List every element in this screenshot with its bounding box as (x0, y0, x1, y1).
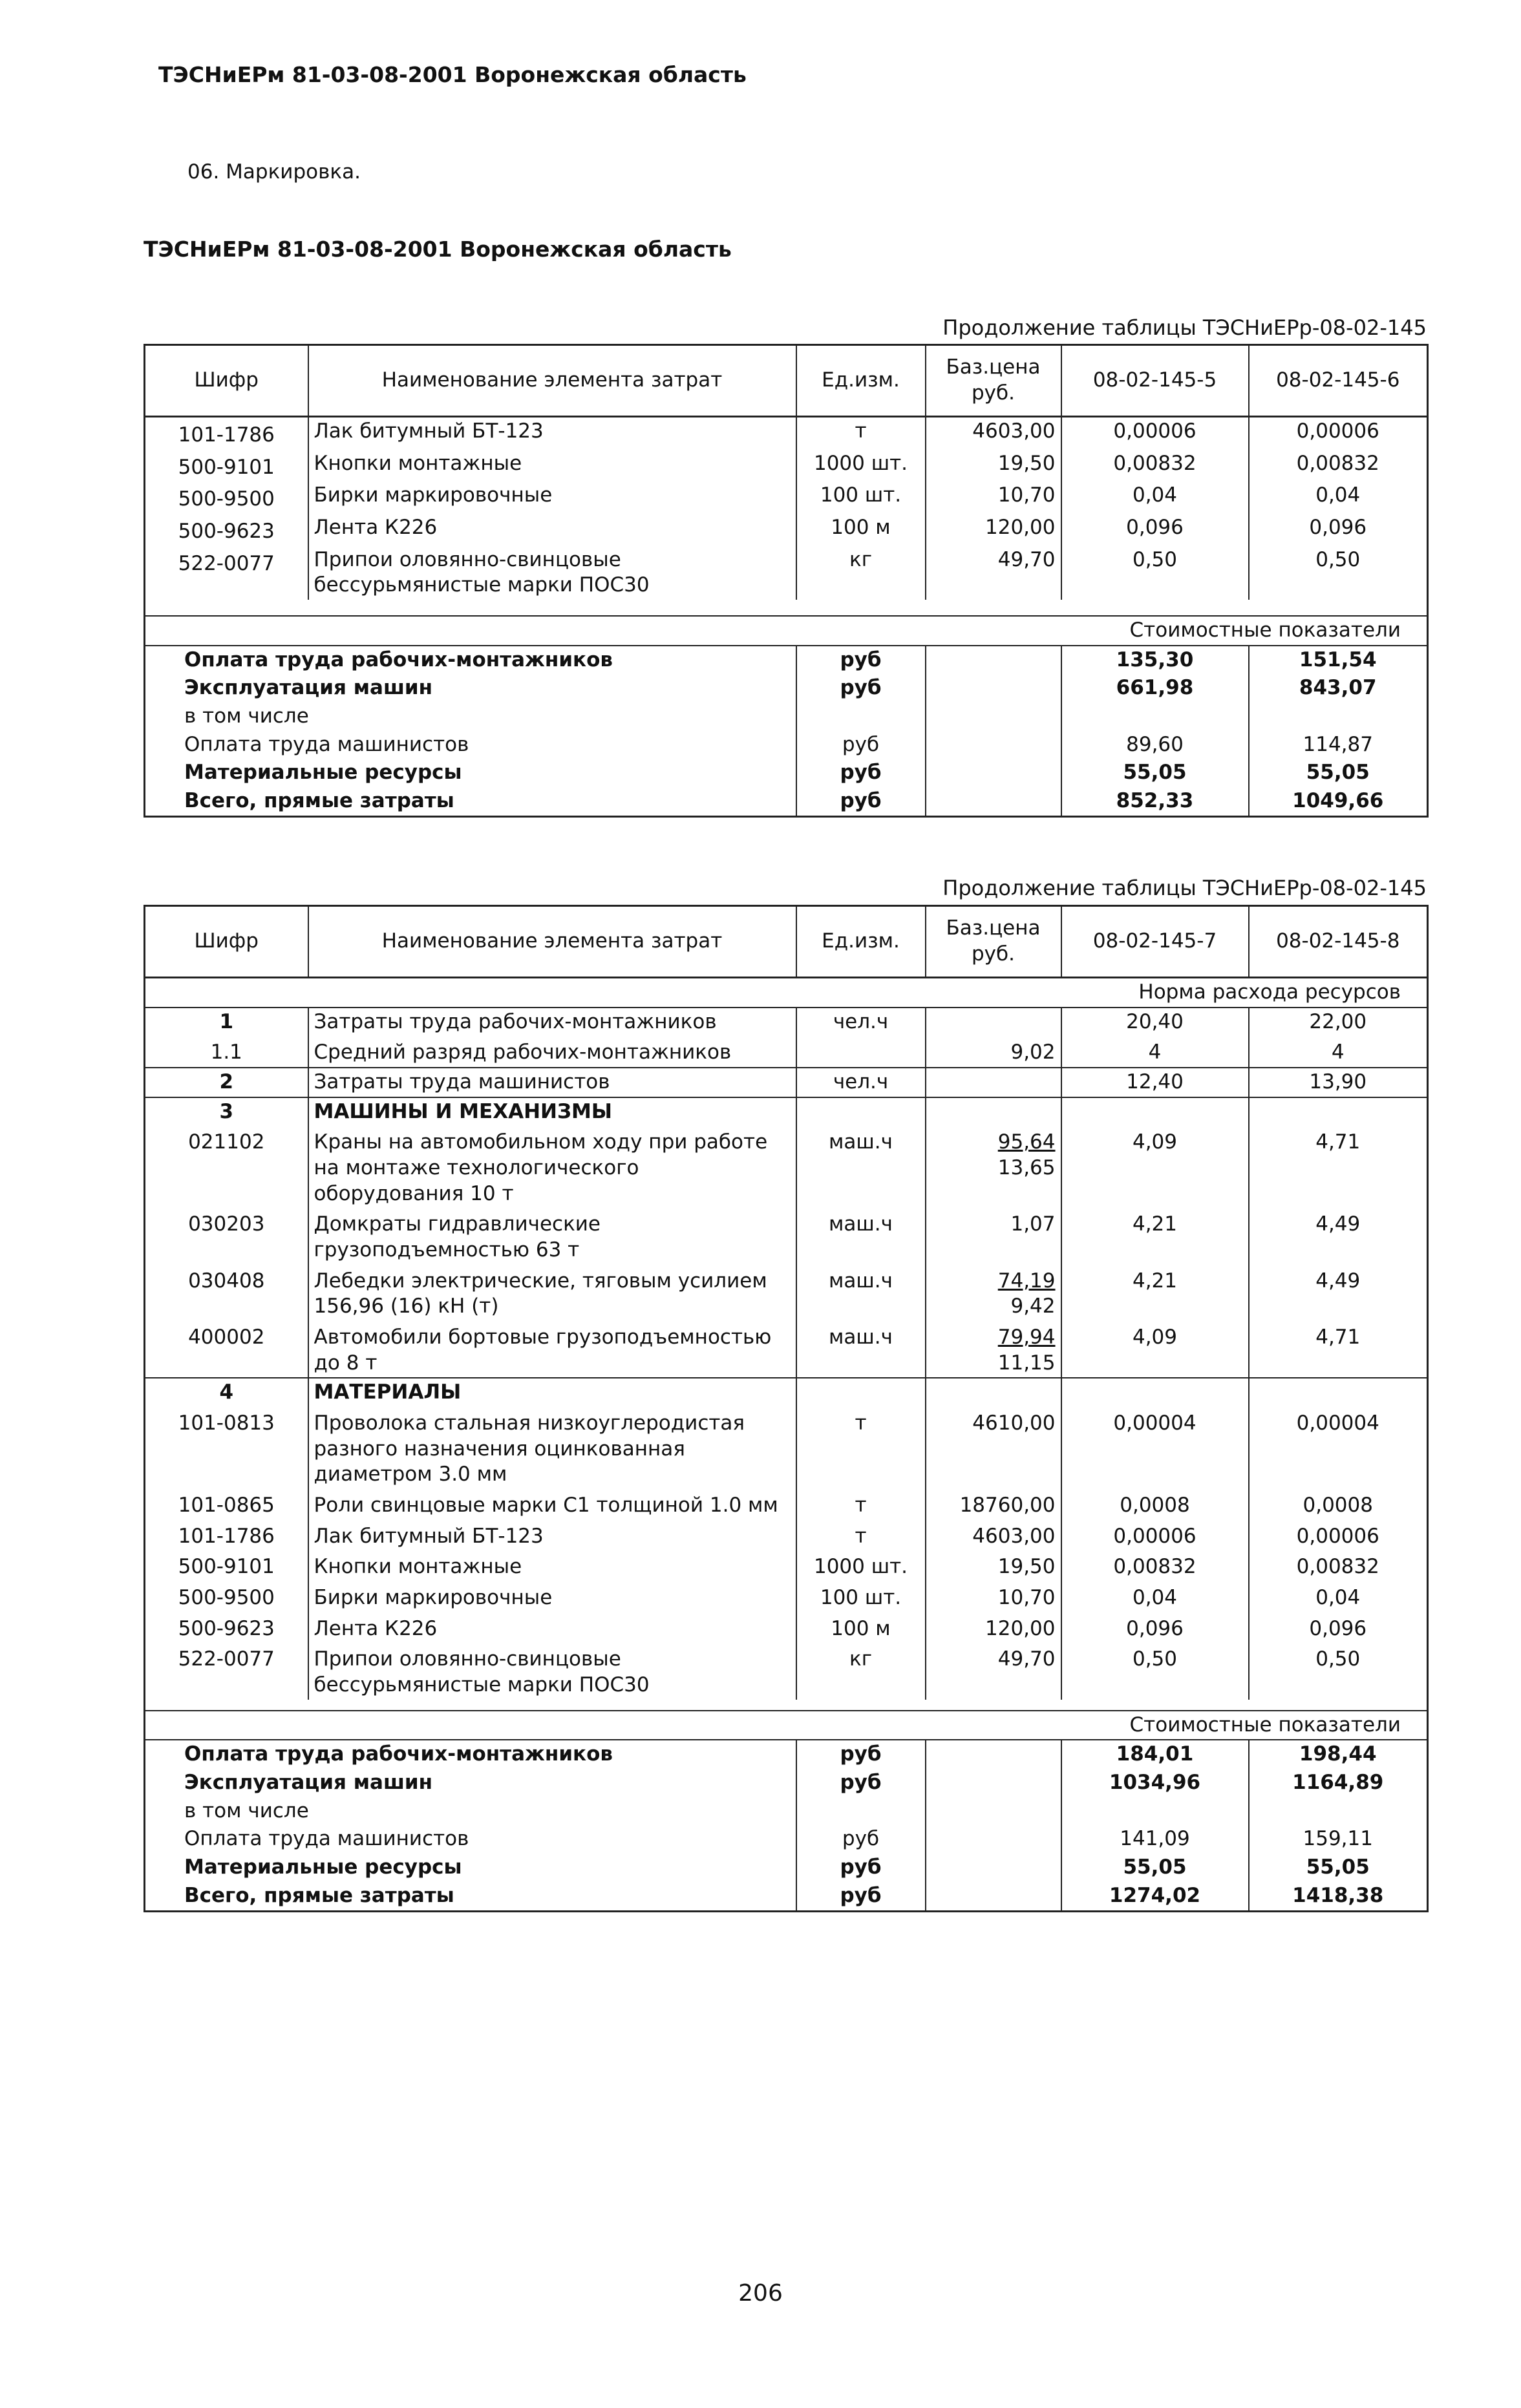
price-value: 4603,00 (972, 1524, 1056, 1548)
spacer-row (145, 1700, 1428, 1711)
price-value: 74,19 (997, 1269, 1056, 1293)
cost-unit (796, 702, 926, 731)
cost-row (145, 1740, 1428, 1769)
price-value: 120,00 (985, 1616, 1056, 1640)
cost-empty (926, 1797, 1061, 1826)
code-cell: 030203 (188, 1212, 265, 1236)
cost-row (145, 646, 1428, 675)
table-row (145, 1643, 1428, 1699)
table-row (145, 1489, 1428, 1520)
price-value: 4610,00 (972, 1411, 1056, 1435)
cost-value: 184,01 (1061, 1740, 1249, 1769)
table-cell: 10,70 (926, 481, 1061, 514)
table-row (145, 514, 1428, 546)
table-row (145, 1550, 1428, 1581)
unit-cell: 100 шт. (796, 1581, 926, 1612)
name-cell: Автомобили бортовые грузоподъемностью до 8 т (308, 1321, 796, 1378)
cost-name: Материальные ресурсы (184, 761, 462, 785)
section-title: 06. Маркировка. (187, 160, 361, 184)
table-row (145, 1265, 1428, 1321)
name-cell: Затраты труда рабочих-монтажников (308, 1008, 796, 1037)
table-row (145, 1126, 1428, 1208)
table-cell: 0,00006 (1249, 417, 1428, 450)
header-cell: Наименование элемента затрат (308, 345, 796, 417)
cost-name: Оплата труда машинистов (184, 732, 469, 756)
price-cell (926, 1489, 1061, 1520)
table-cell: 1000 шт. (796, 450, 926, 482)
unit-cell: маш.ч (796, 1321, 926, 1378)
table-cell: 500-9500 (178, 487, 275, 511)
cost-value: 843,07 (1249, 674, 1428, 702)
table-cell: 0,50 (1061, 546, 1249, 600)
value-cell: 22,00 (1249, 1008, 1428, 1037)
cost-empty (926, 1882, 1061, 1911)
price-value: 10,70 (997, 1586, 1056, 1610)
page-header: ТЭСНиЕРм 81-03-08-2001 Воронежская область (158, 62, 747, 87)
name-cell: Кнопки монтажные (308, 1550, 796, 1581)
cost-name: Материальные ресурсы (184, 1855, 462, 1879)
cost-name: Оплата труда рабочих-монтажников (184, 648, 613, 671)
cost-name: Оплата труда рабочих-монтажников (184, 1742, 613, 1766)
table-cell: 100 м (796, 514, 926, 546)
cost-row (145, 1854, 1428, 1882)
unit-cell: маш.ч (796, 1265, 926, 1321)
cost-value: 159,11 (1249, 1825, 1428, 1854)
cost-value: 55,05 (1061, 759, 1249, 787)
header-cell: Баз.цена руб. (926, 345, 1061, 417)
name-cell: Домкраты гидравлические грузоподъемностью 63 т (308, 1208, 796, 1264)
page-number: 206 (738, 2280, 783, 2307)
unit-cell: 100 м (796, 1612, 926, 1643)
cost-value: 661,98 (1061, 674, 1249, 702)
price-cell (926, 1643, 1061, 1699)
value-cell: 4,09 (1061, 1321, 1249, 1378)
cost-unit (796, 1797, 926, 1826)
table-cell: 0,096 (1249, 514, 1428, 546)
price-cell (926, 1581, 1061, 1612)
cost-empty (926, 674, 1061, 702)
header-cell: Наименование элемента затрат (308, 906, 796, 978)
code-cell: 500-9623 (178, 1616, 275, 1640)
value-cell: 0,50 (1061, 1643, 1249, 1699)
price-value: 18760,00 (959, 1494, 1056, 1517)
cost-value: 1034,96 (1061, 1769, 1249, 1797)
code-cell: 4 (145, 1378, 308, 1407)
table-cell: 0,50 (1249, 546, 1428, 600)
price-cell (926, 1407, 1061, 1489)
cost-row (145, 1882, 1428, 1911)
unit-cell: т (796, 1489, 926, 1520)
value-cell: 4 (1061, 1036, 1249, 1068)
value-cell: 4 (1249, 1036, 1428, 1068)
table-row (145, 1612, 1428, 1643)
table-row (145, 1378, 1428, 1407)
code-cell: 522-0077 (178, 1647, 275, 1671)
cost-value: 89,60 (1061, 731, 1249, 759)
value-cell: 0,00006 (1249, 1520, 1428, 1551)
cost-empty (926, 1854, 1061, 1882)
table2-norm-label (145, 978, 1428, 1008)
name-cell: Лебедки электрические, тяговым усилием 156,96 (16) кН (т) (308, 1265, 796, 1321)
price-cell (926, 1321, 1061, 1378)
table-cell: 522-0077 (178, 551, 275, 575)
header-cell: Ед.изм. (796, 345, 926, 417)
table-row (145, 546, 1428, 600)
cost-empty (926, 646, 1061, 675)
table1-continuation: Продолжение таблицы ТЭСНиЕРр-08-02-145 (942, 315, 1427, 340)
cost-empty (926, 759, 1061, 787)
table-cell: 120,00 (926, 514, 1061, 546)
header-cell: 08-02-145-7 (1061, 906, 1249, 978)
header-cell: Шифр (145, 345, 308, 417)
cost-value: 55,05 (1249, 1854, 1428, 1882)
header-cell: Ед.изм. (796, 906, 926, 978)
code-cell: 400002 (188, 1325, 265, 1349)
cost-empty (926, 1769, 1061, 1797)
table-cell: Кнопки монтажные (308, 450, 796, 482)
price-cell (926, 1126, 1061, 1208)
unit-cell (796, 1036, 926, 1068)
code-cell: 3 (145, 1097, 308, 1126)
table-row (145, 1097, 1428, 1126)
table1-cost-label (145, 616, 1428, 646)
cost-value (1249, 702, 1428, 731)
table-cell: 100 шт. (796, 481, 926, 514)
header-cell: Баз.цена руб. (926, 906, 1061, 978)
header-cell: 08-02-145-8 (1249, 906, 1428, 978)
name-cell: Роли свинцовые марки С1 толщиной 1.0 мм (308, 1489, 796, 1520)
unit-cell (796, 1378, 926, 1407)
header-cell: Шифр (145, 906, 308, 978)
cost-unit: руб (796, 1854, 926, 1882)
name-cell: Бирки маркировочные (308, 1581, 796, 1612)
price-secondary: 13,65 (997, 1156, 1056, 1180)
cost-unit: руб (796, 674, 926, 702)
header-row (145, 906, 1428, 978)
price-cell (926, 1378, 1061, 1407)
cost-value: 198,44 (1249, 1740, 1428, 1769)
cost-unit: руб (796, 731, 926, 759)
price-cell (926, 1036, 1061, 1068)
table-row (145, 1520, 1428, 1551)
table2-cost-label (145, 1711, 1428, 1740)
price-value: 19,50 (997, 1555, 1056, 1579)
cost-unit: руб (796, 1825, 926, 1854)
cost-name: в том числе (184, 704, 309, 728)
name-cell: Краны на автомобильном ходу при работе на монтаже технологического оборудования 10 т (308, 1126, 796, 1208)
value-cell: 0,0008 (1249, 1489, 1428, 1520)
cost-row (145, 1769, 1428, 1797)
spacer (145, 600, 1428, 616)
table-row (145, 1581, 1428, 1612)
unit-cell: т (796, 1520, 926, 1551)
cost-value (1061, 1797, 1249, 1826)
cost-value: 852,33 (1061, 787, 1249, 816)
unit-cell: 1000 шт. (796, 1550, 926, 1581)
cost-unit: руб (796, 1882, 926, 1911)
table2 (144, 905, 1429, 1912)
cost-label: Норма расхода ресурсов (145, 978, 1428, 1008)
price-cell (926, 1520, 1061, 1551)
table-cell: 49,70 (926, 546, 1061, 600)
name-cell: Проволока стальная низкоуглеродистая разного назначения оцинкованная диаметром 3.0 мм (308, 1407, 796, 1489)
table-row (145, 1036, 1428, 1068)
price-secondary: 11,15 (997, 1351, 1056, 1375)
cost-unit: руб (796, 759, 926, 787)
unit-cell: чел.ч (796, 1008, 926, 1037)
price-secondary: 9,42 (1010, 1294, 1056, 1318)
code-cell: 500-9101 (178, 1555, 275, 1579)
table-cell: 500-9101 (178, 455, 275, 479)
value-cell (1249, 1097, 1428, 1126)
value-cell: 0,00004 (1061, 1407, 1249, 1489)
table-row (145, 1208, 1428, 1264)
cost-value: 55,05 (1249, 759, 1428, 787)
table-cell: 0,00006 (1061, 417, 1249, 450)
name-cell: Лак битумный БТ-123 (308, 1520, 796, 1551)
price-cell (926, 1265, 1061, 1321)
cost-row (145, 759, 1428, 787)
cost-value: 114,87 (1249, 731, 1428, 759)
spacer (145, 1700, 1428, 1711)
value-cell: 0,00004 (1249, 1407, 1428, 1489)
table-row (145, 481, 1428, 514)
doc-title: ТЭСНиЕРм 81-03-08-2001 Воронежская область (144, 237, 732, 262)
price-cell (926, 1612, 1061, 1643)
code-cell: 101-1786 (178, 1524, 275, 1548)
value-cell (1061, 1097, 1249, 1126)
value-cell: 4,71 (1249, 1321, 1428, 1378)
table-cell: кг (796, 546, 926, 600)
cost-empty (926, 731, 1061, 759)
price-value: 1,07 (1010, 1212, 1056, 1236)
price-value: 79,94 (997, 1325, 1056, 1349)
header-row (145, 345, 1428, 417)
code-cell: 101-0865 (178, 1494, 275, 1517)
table-row (145, 1008, 1428, 1037)
cost-name: в том числе (184, 1799, 309, 1822)
value-cell: 0,00832 (1061, 1550, 1249, 1581)
unit-cell: т (796, 1407, 926, 1489)
cost-name: Эксплуатация машин (184, 1771, 433, 1795)
cost-value: 1049,66 (1249, 787, 1428, 816)
table-cell: 0,00832 (1249, 450, 1428, 482)
cost-row (145, 731, 1428, 759)
value-cell: 0,096 (1061, 1612, 1249, 1643)
cost-row (145, 674, 1428, 702)
name-cell: Затраты труда машинистов (308, 1068, 796, 1097)
cost-unit: руб (796, 1740, 926, 1769)
price-value: 9,02 (1010, 1040, 1056, 1064)
name-cell: МАШИНЫ И МЕХАНИЗМЫ (308, 1097, 796, 1126)
value-cell: 0,04 (1249, 1581, 1428, 1612)
cost-value: 135,30 (1061, 646, 1249, 675)
cost-name: Эксплуатация машин (184, 676, 433, 700)
unit-cell: маш.ч (796, 1208, 926, 1264)
table-cell: т (796, 417, 926, 450)
price-cell (926, 1068, 1061, 1097)
value-cell (1249, 1378, 1428, 1407)
table-row (145, 1321, 1428, 1378)
cost-unit: руб (796, 646, 926, 675)
cost-row (145, 702, 1428, 731)
unit-cell: чел.ч (796, 1068, 926, 1097)
value-cell: 0,096 (1249, 1612, 1428, 1643)
cost-value (1249, 1797, 1428, 1826)
value-cell: 4,09 (1061, 1126, 1249, 1208)
code-cell: 030408 (188, 1269, 265, 1293)
code-cell: 2 (145, 1068, 308, 1097)
header-cell: 08-02-145-5 (1061, 345, 1249, 417)
name-cell: Припои оловянно-свинцовые бессурьмянистые марки ПОС30 (308, 1643, 796, 1699)
price-value: 95,64 (997, 1130, 1056, 1154)
value-cell: 4,49 (1249, 1208, 1428, 1264)
table1 (144, 344, 1429, 818)
table-cell: Лента К226 (308, 514, 796, 546)
unit-cell (796, 1097, 926, 1126)
table-cell: Бирки маркировочные (308, 481, 796, 514)
table-cell: Припои оловянно-свинцовые бессурьмянистые марки ПОС30 (308, 546, 796, 600)
table-row (145, 1068, 1428, 1097)
table-row (145, 450, 1428, 482)
value-cell: 4,21 (1061, 1208, 1249, 1264)
value-cell: 13,90 (1249, 1068, 1428, 1097)
cost-name: Оплата труда машинистов (184, 1827, 469, 1851)
price-cell (926, 1097, 1061, 1126)
table-cell: 0,00832 (1061, 450, 1249, 482)
header-cell: 08-02-145-6 (1249, 345, 1428, 417)
value-cell: 12,40 (1061, 1068, 1249, 1097)
table-cell: 500-9623 (178, 520, 275, 544)
cost-label: Стоимостные показатели (145, 616, 1428, 646)
value-cell: 0,04 (1061, 1581, 1249, 1612)
table-cell: 19,50 (926, 450, 1061, 482)
cost-unit: руб (796, 787, 926, 816)
cost-row (145, 1797, 1428, 1826)
cost-empty (926, 1825, 1061, 1854)
code-cell: 101-0813 (178, 1411, 275, 1435)
value-cell: 0,50 (1249, 1643, 1428, 1699)
unit-cell: маш.ч (796, 1126, 926, 1208)
cost-name: Всего, прямые затраты (184, 1883, 454, 1907)
cost-value (1061, 702, 1249, 731)
cost-empty (926, 787, 1061, 816)
value-cell: 0,0008 (1061, 1489, 1249, 1520)
code-cell: 1.1 (210, 1040, 242, 1064)
cost-unit: руб (796, 1769, 926, 1797)
cost-value: 1164,89 (1249, 1769, 1428, 1797)
price-value: 49,70 (997, 1647, 1056, 1671)
value-cell (1061, 1378, 1249, 1407)
price-cell (926, 1208, 1061, 1264)
value-cell: 4,21 (1061, 1265, 1249, 1321)
table-cell: Лак битумный БТ-123 (308, 417, 796, 450)
spacer-row (145, 600, 1428, 616)
table-cell: 0,04 (1061, 481, 1249, 514)
cost-value: 1274,02 (1061, 1882, 1249, 1911)
price-cell (926, 1008, 1061, 1037)
table-cell: 101-1786 (178, 423, 275, 447)
table-cell: 4603,00 (926, 417, 1061, 450)
cost-empty (926, 1740, 1061, 1769)
value-cell: 0,00006 (1061, 1520, 1249, 1551)
value-cell: 4,49 (1249, 1265, 1428, 1321)
cost-value: 141,09 (1061, 1825, 1249, 1854)
cost-value: 151,54 (1249, 646, 1428, 675)
table-cell: 0,04 (1249, 481, 1428, 514)
price-cell (926, 1550, 1061, 1581)
name-cell: Лента К226 (308, 1612, 796, 1643)
cost-row (145, 787, 1428, 816)
value-cell: 20,40 (1061, 1008, 1249, 1037)
code-cell: 021102 (188, 1130, 265, 1154)
cost-label: Стоимостные показатели (145, 1711, 1428, 1740)
table-row (145, 417, 1428, 450)
table2-continuation: Продолжение таблицы ТЭСНиЕРр-08-02-145 (942, 876, 1427, 900)
table-cell: 0,096 (1061, 514, 1249, 546)
code-cell: 500-9500 (178, 1586, 275, 1610)
value-cell: 0,00832 (1249, 1550, 1428, 1581)
cost-row (145, 1825, 1428, 1854)
unit-cell: кг (796, 1643, 926, 1699)
table-row (145, 1407, 1428, 1489)
cost-empty (926, 702, 1061, 731)
cost-value: 1418,38 (1249, 1882, 1428, 1911)
name-cell: МАТЕРИАЛЫ (308, 1378, 796, 1407)
name-cell: Средний разряд рабочих-монтажников (308, 1036, 796, 1068)
cost-name: Всего, прямые затраты (184, 789, 454, 813)
cost-value: 55,05 (1061, 1854, 1249, 1882)
code-cell: 1 (145, 1008, 308, 1037)
value-cell: 4,71 (1249, 1126, 1428, 1208)
